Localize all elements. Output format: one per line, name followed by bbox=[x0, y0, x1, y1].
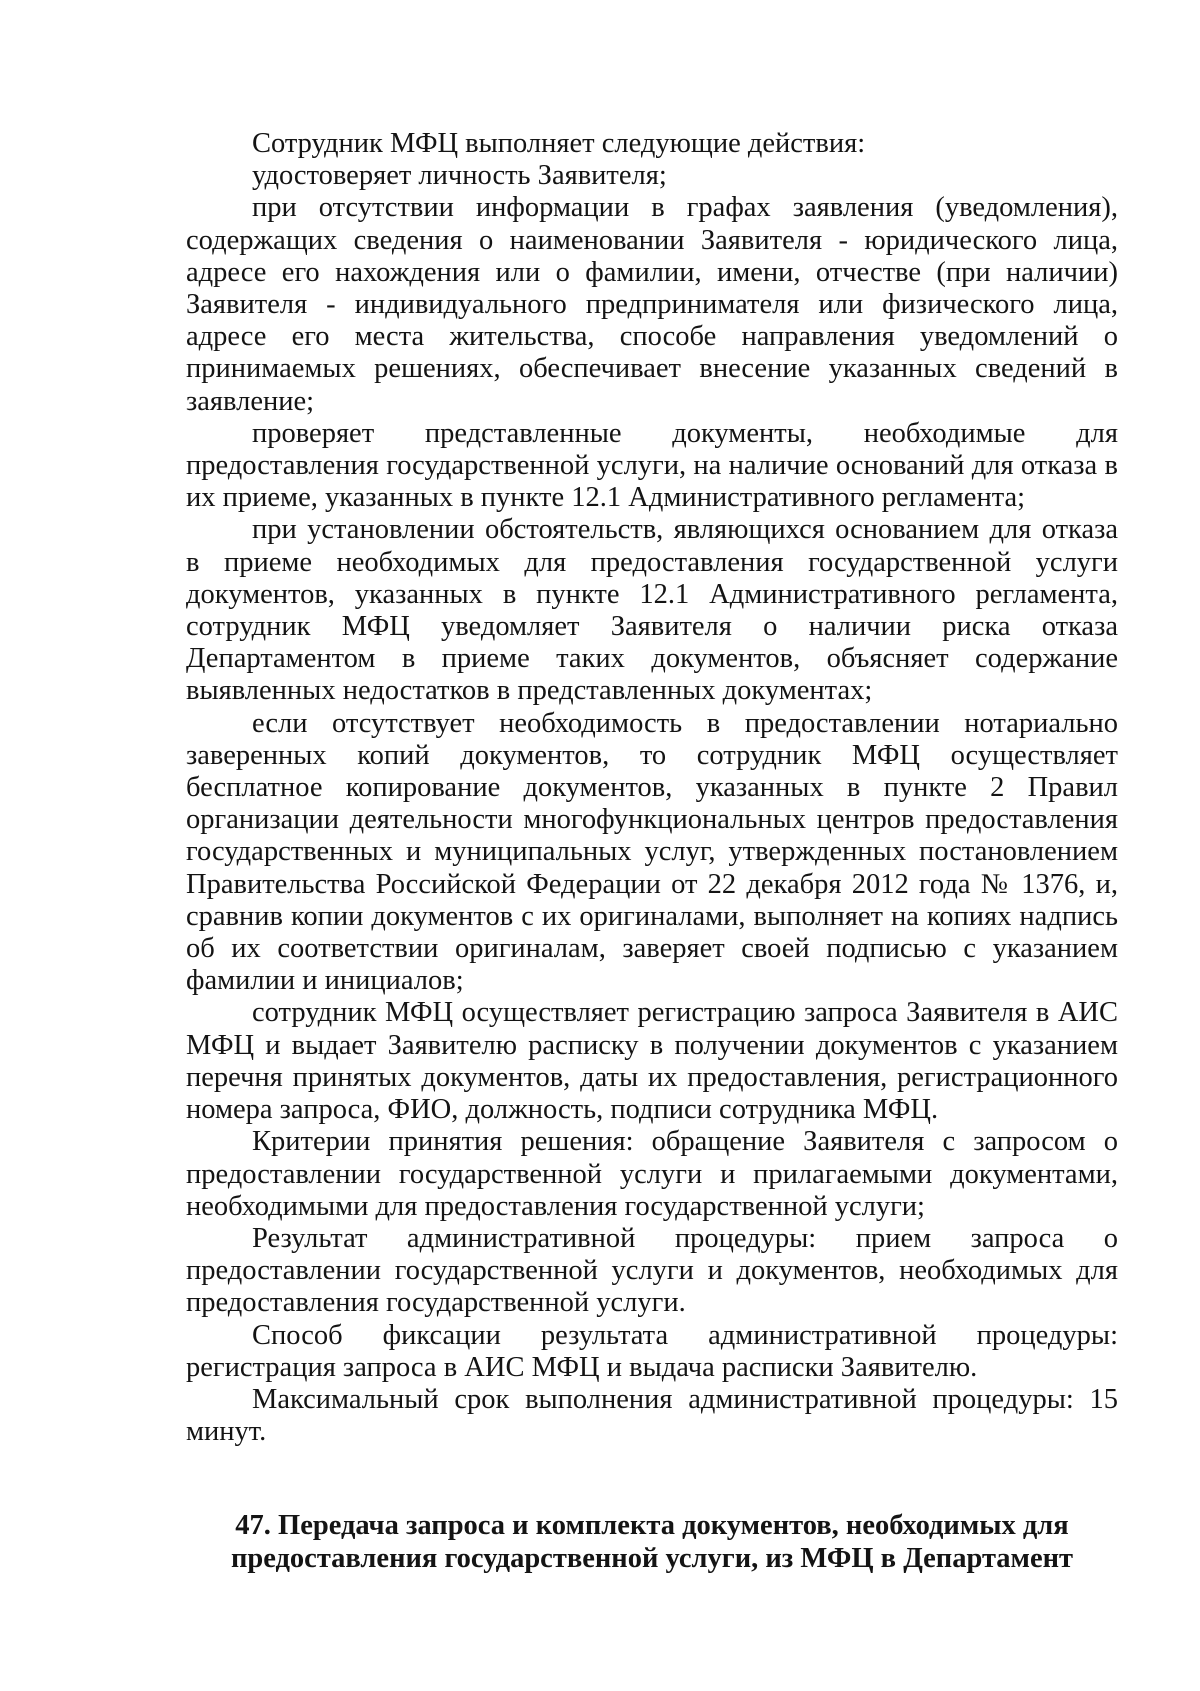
paragraph-missing-info: при отсутствии информации в графах заявления (уведомления), содержащих сведения о наименовании Заявителя - юридического лица, адресе его нахождения или о фамилии, имени, отчестве (при наличии) Заявителя - индивидуального предпринимателя или физического лица, адресе его места жительства, способе направления уведомлений о принимаемых решениях, обеспечивает внесение указанных сведений в заявление; bbox=[186, 192, 1118, 417]
section-heading-line-2: предоставления государственной услуги, из МФЦ в Департамент bbox=[230, 1543, 1074, 1574]
paragraph-identity-check: удостоверяет личность Заявителя; bbox=[252, 160, 667, 192]
paragraph-registration: сотрудник МФЦ осуществляет регистрацию запроса Заявителя в АИС МФЦ и выдает Заявителю расписку в получении документов с указанием перечня принятых документов, даты их предоставления, регистрационного номера запроса, ФИО, должность, подписи сотрудника МФЦ. bbox=[186, 997, 1118, 1126]
section-heading-line-1: 47. Передача запроса и комплекта документов, необходимых для bbox=[235, 1510, 1069, 1541]
document-body bbox=[186, 128, 1118, 1448]
paragraph-free-copying: если отсутствует необходимость в предоставлении нотариально заверенных копий документов, то сотрудник МФЦ осуществляет бесплатное копирование документов, указанных в пункте 2 Правил организации деятельности многофункциональных центров предоставления государственных и муниципальных услуг, утвержденных постановлением Правительства Российской Федерации от 22 декабря 2012 года № 1376, и, сравнив копии документов с их оригиналами, выполняет на копиях надпись об их соответствии оригиналам, заверяет своей подписью с указанием фамилии и инициалов; bbox=[186, 707, 1118, 997]
paragraph-refusal-risk: при установлении обстоятельств, являющихся основанием для отказа в приеме необходимых для предоставления государственной услуги документов, указанных в пункте 12.1 Административного регламента, сотрудник МФЦ уведомляет Заявителя о наличии риска отказа Департаментом в приеме таких документов, объясняет содержание выявленных недостатков в представленных документах; bbox=[186, 514, 1118, 707]
paragraph-fixation-method: Способ фиксации результата административной процедуры: регистрация запроса в АИС МФЦ и выдача расписки Заявителю. bbox=[186, 1319, 1118, 1383]
paragraph-actions-intro: Сотрудник МФЦ выполняет следующие действия: bbox=[252, 128, 866, 159]
paragraph-document-check: проверяет представленные документы, необходимые для предоставления государственной услуги, на наличие оснований для отказа в их приеме, указанных в пункте 12.1 Административного регламента; bbox=[186, 417, 1118, 514]
paragraph-max-duration: Максимальный срок выполнения административной процедуры: 15 минут. bbox=[186, 1383, 1118, 1448]
section-heading bbox=[186, 1509, 1118, 1575]
paragraph-procedure-result: Результат административной процедуры: прием запроса о предоставлении государственной услуги и документов, необходимых для предоставления государственной услуги. bbox=[186, 1222, 1118, 1319]
paragraph-decision-criteria: Критерии принятия решения: обращение Заявителя с запросом о предоставлении государственной услуги и прилагаемыми документами, необходимыми для предоставления государственной услуги; bbox=[186, 1126, 1118, 1222]
